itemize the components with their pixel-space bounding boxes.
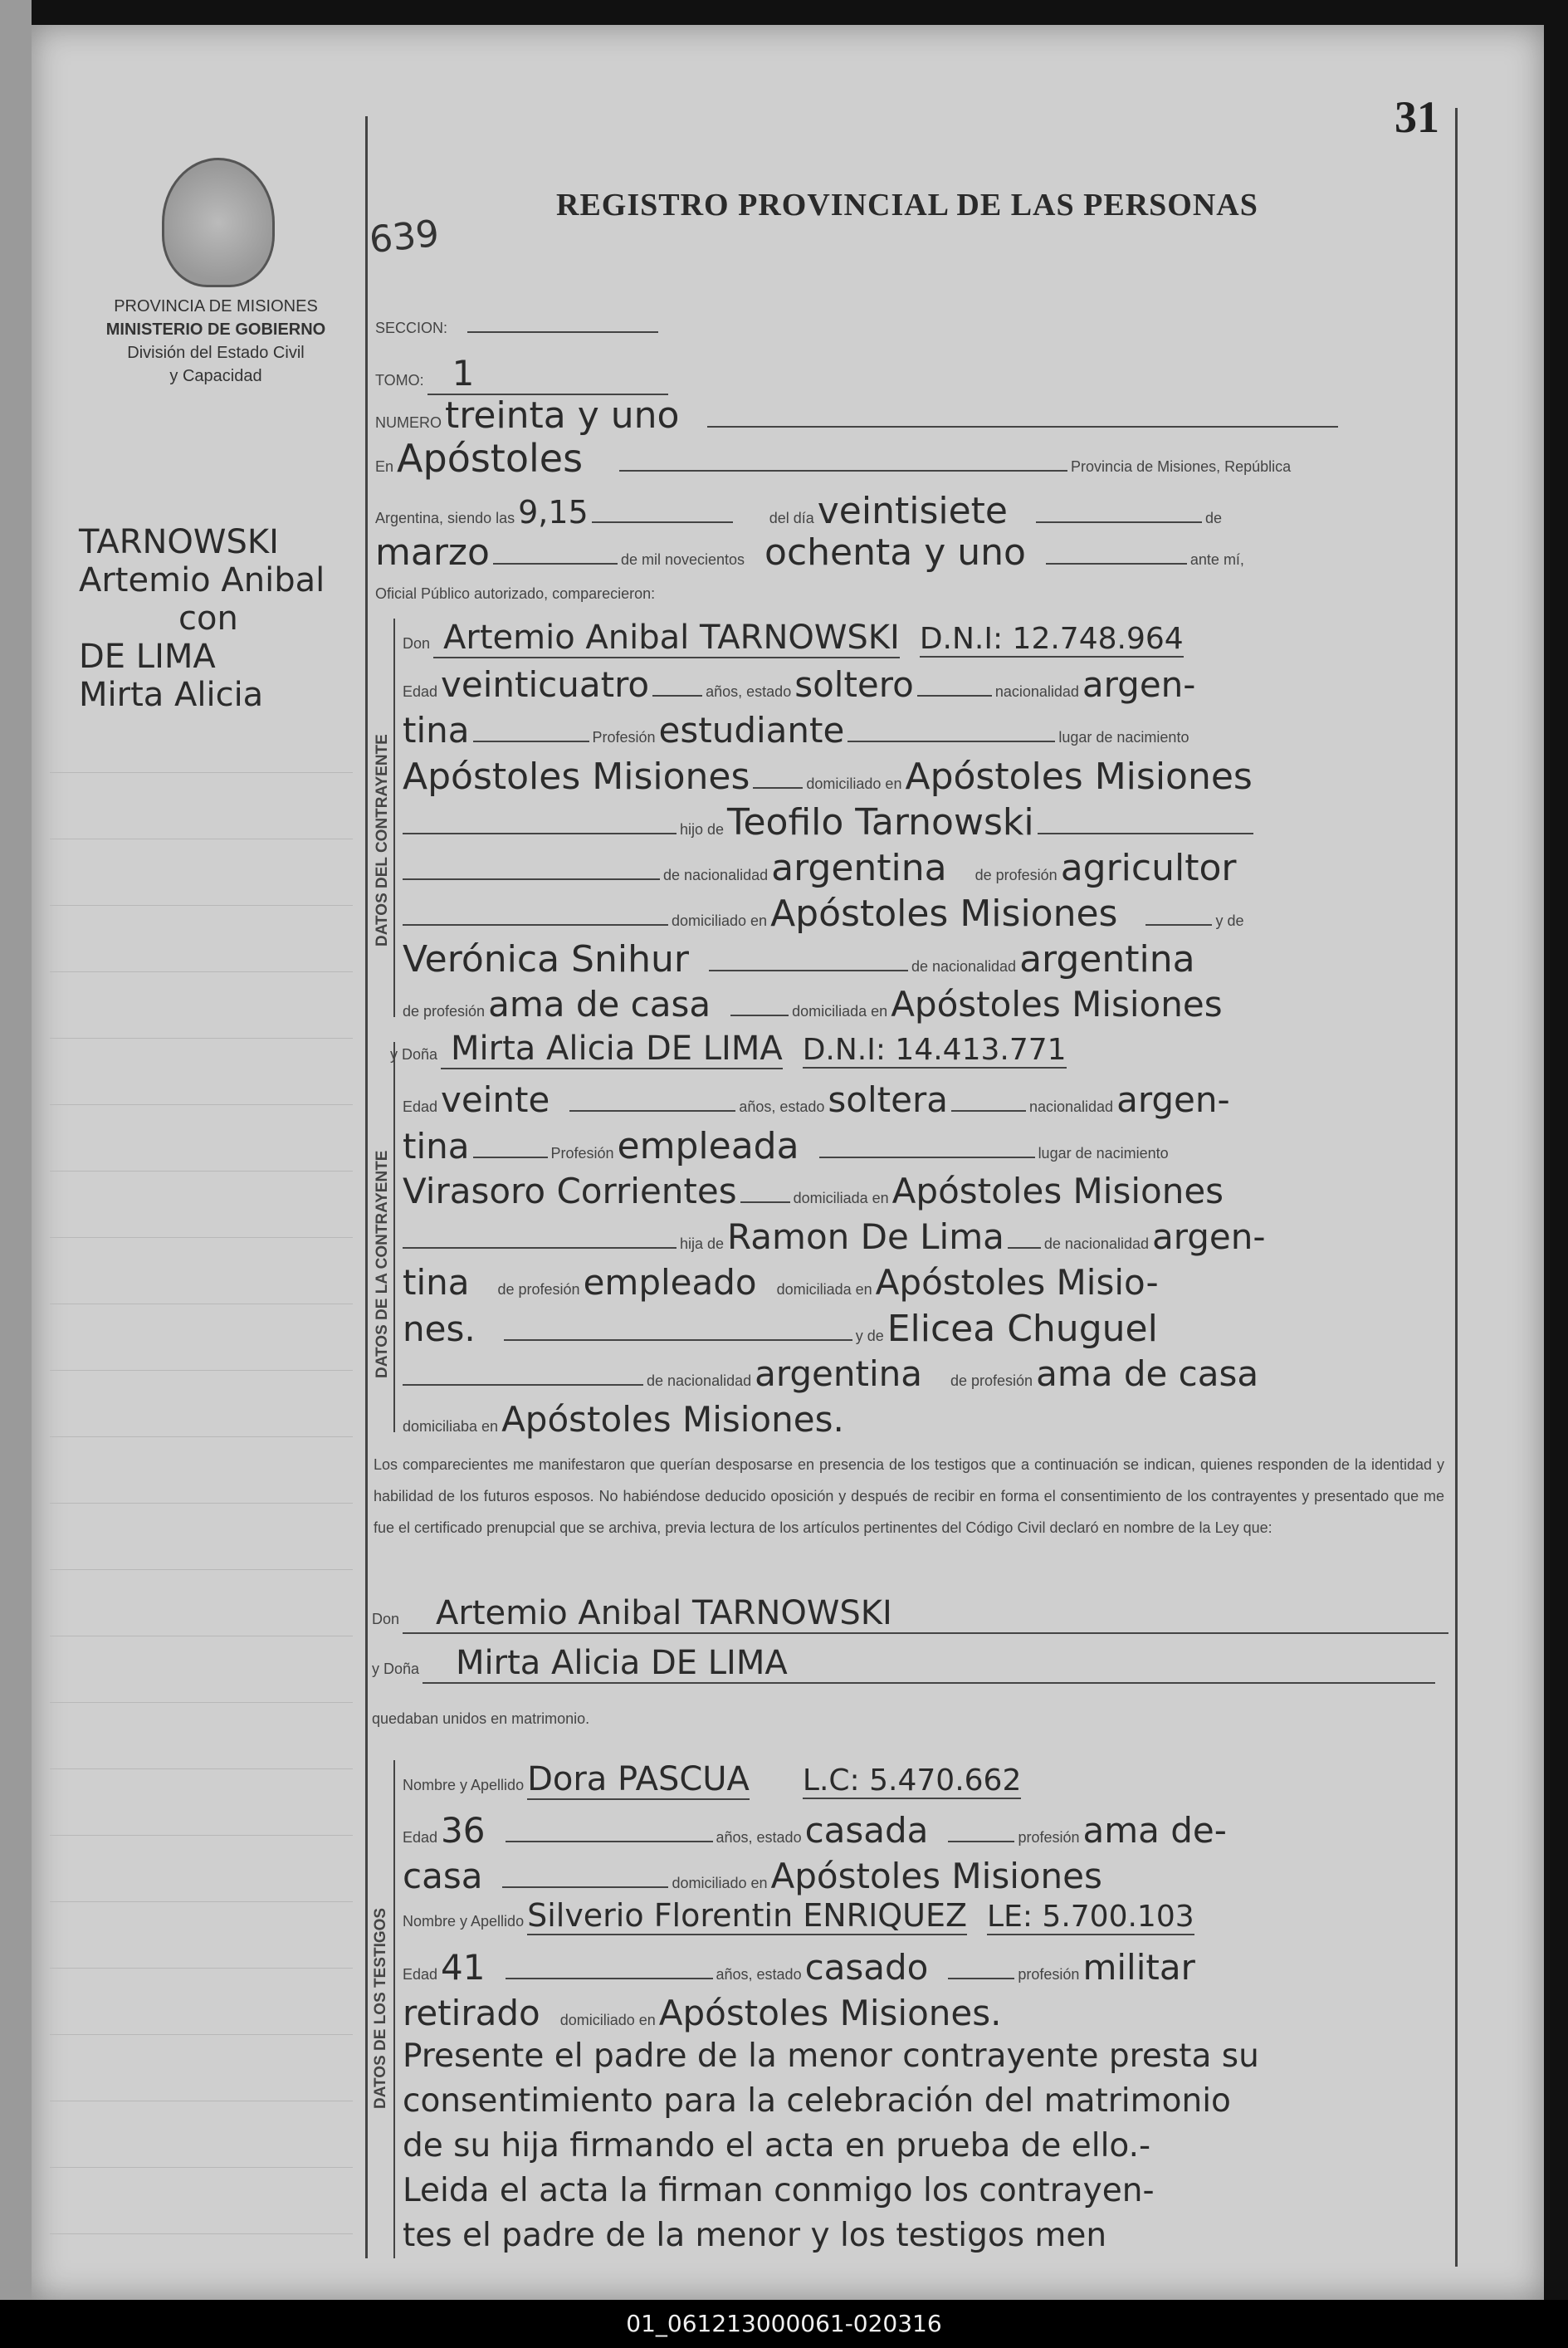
domiciliada-label: domiciliada en bbox=[792, 1003, 888, 1020]
contrayente-domicilio: Apóstoles Misiones bbox=[905, 756, 1253, 798]
de-prof-label-f2: de profesión bbox=[950, 1372, 1033, 1389]
dia-value: veintisiete bbox=[817, 490, 1009, 532]
contrayente-f-madre-dom: Apóstoles Misiones. bbox=[501, 1399, 844, 1440]
madre-f-nac-pre-fill bbox=[403, 1384, 643, 1386]
testigo1-nombre-row bbox=[403, 1760, 1021, 1800]
profesion-f-fill bbox=[819, 1157, 1035, 1158]
domiciliado-label: domiciliado en bbox=[806, 775, 902, 792]
testigo2-nombre-row bbox=[403, 1897, 1194, 1935]
contrayente-lugar-nac: Apóstoles Misiones bbox=[403, 756, 750, 798]
nombre-label-t2: Nombre y Apellido bbox=[403, 1913, 525, 1930]
testigo1-edad-row bbox=[403, 1810, 1227, 1851]
margin-rule bbox=[365, 116, 368, 2258]
facing-page-edge bbox=[0, 0, 32, 2300]
nac-f-fill bbox=[473, 1157, 548, 1158]
padre-pre-fill bbox=[403, 833, 677, 834]
hora-row bbox=[375, 490, 1222, 532]
nac-fill bbox=[473, 741, 589, 742]
testigo2-dom-row bbox=[403, 1993, 1002, 2033]
testigo2-dom: Apóstoles Misiones. bbox=[658, 1993, 1002, 2033]
margin-ruling bbox=[50, 1436, 353, 1437]
contrayente-f-bracket bbox=[393, 1042, 395, 1432]
margin-ruling bbox=[50, 1370, 353, 1371]
nacionalidad-label: nacionalidad bbox=[994, 683, 1079, 700]
margin-ruling bbox=[50, 1835, 353, 1836]
contrayente-f-lugar-row bbox=[403, 1171, 1224, 1211]
domiciliaba-label: domiciliaba en bbox=[403, 1418, 499, 1435]
testigo2-doc: LE: 5.700.103 bbox=[987, 1900, 1194, 1934]
margin-ruling bbox=[50, 1702, 353, 1703]
margin-ruling bbox=[50, 772, 353, 773]
lugar-nac-fill bbox=[753, 787, 803, 789]
quedaban-text: quedaban unidos en matrimonio. bbox=[372, 1710, 590, 1727]
margin-ruling bbox=[50, 971, 353, 972]
margin-note-line: DE LIMA bbox=[79, 638, 216, 676]
madre-prof-fill bbox=[730, 1015, 789, 1016]
margin-ruling bbox=[50, 905, 353, 906]
t1-dom-fill bbox=[502, 1886, 668, 1888]
office-line-4: y Capacidad bbox=[169, 367, 262, 385]
contrayente-madre-dom: Apóstoles Misiones bbox=[891, 984, 1223, 1025]
union-don: Artemio Anibal TARNOWSKI bbox=[403, 1594, 1448, 1634]
contrayente-nombre-row bbox=[403, 619, 1184, 658]
numero-label: NUMERO bbox=[375, 414, 442, 431]
contrayente-f-padre-nac-cont: tina bbox=[403, 1262, 470, 1303]
padre-dom-pre-fill bbox=[403, 924, 668, 926]
acta-number: 639 bbox=[367, 212, 442, 262]
contrayente-f-nacionalidad: argen- bbox=[1116, 1079, 1230, 1120]
contrayente-f-madre-prof: ama de casa bbox=[1036, 1353, 1259, 1394]
contrayente-profesion: estudiante bbox=[658, 710, 845, 751]
office-header bbox=[66, 295, 365, 388]
contrayente-f-profesion: empleada bbox=[617, 1125, 799, 1167]
contrayente-f-edad: veinte bbox=[441, 1079, 550, 1120]
padre-f-pre-fill bbox=[403, 1247, 677, 1249]
margin-note-line: Mirta Alicia bbox=[79, 676, 264, 714]
de-prof-label: de profesión bbox=[975, 867, 1058, 883]
y-de-label-f: y de bbox=[855, 1328, 884, 1344]
anio-value: ochenta y uno bbox=[764, 531, 1026, 574]
contrayente-f-domicilio: Apóstoles Misiones bbox=[891, 1171, 1224, 1211]
fecha-row bbox=[375, 531, 1244, 574]
argentina-label: Argentina, siendo las bbox=[375, 510, 515, 526]
contrayente-edad: veinticuatro bbox=[441, 664, 650, 705]
contrayente-f-dni: D.N.I: 14.413.771 bbox=[802, 1033, 1067, 1067]
testigo2-nombre: Silverio Florentin ENRIQUEZ bbox=[527, 1897, 968, 1934]
contrayente-madre-prof-row bbox=[403, 984, 1223, 1025]
lugar-nac-label-f: lugar de nacimiento bbox=[1038, 1145, 1169, 1162]
contrayente-madre-prof: ama de casa bbox=[488, 984, 711, 1025]
don-label: Don bbox=[403, 635, 431, 652]
contrayente-f-padre: Ramon De Lima bbox=[727, 1216, 1004, 1257]
contrayente-f-lugar-nac: Virasoro Corrientes bbox=[403, 1171, 737, 1211]
de-nac-label-f2: de nacionalidad bbox=[647, 1372, 752, 1389]
edad-label-t1: Edad bbox=[403, 1829, 438, 1846]
margin-ruling bbox=[50, 1901, 353, 1902]
margin-ruling bbox=[50, 2167, 353, 2168]
provincial-seal-icon bbox=[162, 158, 275, 287]
image-caption: 01_061213000061-020316 bbox=[0, 2300, 1568, 2348]
union-dona: Mirta Alicia DE LIMA bbox=[423, 1644, 1435, 1684]
padre-nac-pre-fill bbox=[403, 878, 660, 880]
testigo1-prof-cont: casa bbox=[403, 1856, 483, 1896]
margin-note-line: con bbox=[178, 599, 238, 638]
contrayente-madre-nac: argentina bbox=[1019, 938, 1195, 981]
testigo2-prof-cont: retirado bbox=[403, 1993, 540, 2033]
oficial-row bbox=[375, 585, 655, 603]
contrayente-f-section-label: DATOS DE LA CONTRAYENTE bbox=[374, 1150, 391, 1378]
contrayente-nacionalidad-cont: tina bbox=[403, 710, 470, 751]
contrayente-padre-row bbox=[403, 801, 1253, 844]
domiciliada-label-f: domiciliada en bbox=[793, 1190, 889, 1206]
margin-note-line: TARNOWSKI bbox=[79, 523, 279, 561]
seccion-row bbox=[375, 320, 658, 337]
domiciliado-label-2: domiciliado en bbox=[672, 912, 768, 929]
anos-estado-t1: años, estado bbox=[716, 1829, 802, 1846]
tomo-label: TOMO: bbox=[375, 372, 424, 389]
provincia-text: Provincia de Misiones, República bbox=[1071, 458, 1292, 475]
contrayente-section-label: DATOS DEL CONTRAYENTE bbox=[374, 734, 391, 947]
contrayente-padre-nac: argentina bbox=[771, 847, 947, 889]
tomo-row bbox=[375, 353, 668, 395]
t1-estado-fill bbox=[948, 1841, 1014, 1842]
profesion-label-f: Profesión bbox=[550, 1145, 614, 1162]
closing-note-line: Leida el acta la firman conmigo los contrayen- bbox=[403, 2172, 1155, 2209]
contrayente-f-madre-nac: argentina bbox=[755, 1353, 922, 1394]
profesion-fill bbox=[848, 741, 1055, 742]
t2-edad-fill bbox=[506, 1978, 713, 1979]
contrayente-f-padre-prof: empleado bbox=[583, 1262, 757, 1303]
contrayente-f-madre: Elicea Chuguel bbox=[887, 1308, 1158, 1350]
t1-edad-fill bbox=[506, 1841, 713, 1842]
testigo2-edad-row bbox=[403, 1947, 1195, 1988]
profesion-label: Profesión bbox=[592, 729, 656, 746]
contrayente-padre-dom-row bbox=[403, 893, 1244, 935]
anos-estado-label: años, estado bbox=[706, 683, 792, 700]
contrayente-lugar-row bbox=[403, 756, 1253, 798]
seccion-field bbox=[467, 331, 658, 333]
profesion-label-t2: profesión bbox=[1018, 1966, 1080, 1983]
contrayente-f-profesion-row bbox=[403, 1125, 1169, 1167]
anos-estado-t2: años, estado bbox=[716, 1966, 802, 1983]
testigo2-edad: 41 bbox=[441, 1947, 486, 1988]
contrayente-dni: D.N.I: 12.748.964 bbox=[919, 622, 1184, 656]
madre-fill bbox=[709, 970, 908, 971]
contrayente-padre: Teofilo Tarnowski bbox=[727, 801, 1034, 844]
t2-estado-fill bbox=[948, 1978, 1014, 1979]
testigos-section-label: DATOS DE LOS TESTIGOS bbox=[372, 1907, 389, 2109]
numero-value: treinta y uno bbox=[445, 394, 680, 437]
contrayente-estado: soltero bbox=[794, 664, 914, 705]
contrayente-f-nacionalidad-cont: tina bbox=[403, 1126, 470, 1167]
domiciliado-label-t2: domiciliado en bbox=[559, 2012, 656, 2028]
margin-ruling bbox=[50, 1569, 353, 1570]
closing-note-line: de su hija firmando el acta en prueba de ello.- bbox=[403, 2127, 1151, 2165]
testigo1-edad: 36 bbox=[441, 1810, 486, 1851]
nombre-label-t1: Nombre y Apellido bbox=[403, 1777, 525, 1793]
domiciliado-label-t1: domiciliado en bbox=[672, 1875, 768, 1891]
closing-note-line: Presente el padre de la menor contrayente presta su bbox=[403, 2037, 1259, 2075]
contrayente-f-nombre: Mirta Alicia DE LIMA bbox=[441, 1030, 783, 1069]
contrayente-nombre: Artemio Anibal TARNOWSKI bbox=[433, 619, 900, 658]
edad-fill bbox=[652, 695, 702, 697]
contrayente-f-edad-row bbox=[403, 1079, 1230, 1120]
contrayente-padre-prof: agricultor bbox=[1060, 847, 1237, 889]
contrayente-madre-row bbox=[403, 938, 1195, 981]
contrayente-f-estado: soltera bbox=[828, 1079, 948, 1120]
margin-ruling bbox=[50, 2233, 353, 2234]
padre-fill bbox=[1038, 833, 1253, 834]
closing-note bbox=[403, 2034, 1448, 2258]
margin-ruling bbox=[50, 1503, 353, 1504]
contrayente-edad-row bbox=[403, 664, 1195, 705]
testigo1-doc: L.C: 5.470.662 bbox=[802, 1763, 1022, 1798]
domiciliado-label-f2: domiciliada en bbox=[776, 1281, 872, 1298]
contrayente-f-padre-nac: argen- bbox=[1151, 1216, 1266, 1257]
padre-dom-fill bbox=[1145, 924, 1212, 926]
contrayente-padre-nac-row bbox=[403, 847, 1236, 889]
declaration-text: Los comparecientes me manifestaron que querían desposarse en presencia de los testigos que a continuación se indican, quienes responden de la identidad y habilidad de los futuros esposos. No habiéndose deducido oposición y después de recibir en forma el consentimiento de los contrayentes y presentado que me fue el certificado prenupcial que se archiva, previa lectura de los artículos pertinentes del Código Civil declaró en nombre de la Ley que: bbox=[374, 1456, 1444, 1536]
registry-title: REGISTRO PROVINCIAL DE LAS PERSONAS bbox=[556, 188, 1258, 223]
de-nac-label-2: de nacionalidad bbox=[911, 958, 1017, 975]
margin-ruling bbox=[50, 1104, 353, 1105]
ante-mi: ante mí, bbox=[1189, 551, 1244, 568]
edad-f-fill bbox=[569, 1110, 735, 1112]
y-de-label: y de bbox=[1215, 912, 1244, 929]
edad-label: Edad bbox=[403, 683, 438, 700]
hora-fill bbox=[592, 521, 733, 523]
del-dia-label: del día bbox=[769, 510, 814, 526]
union-dona-label: y Doña bbox=[372, 1661, 420, 1677]
dona-label: y Doña bbox=[390, 1046, 438, 1063]
seccion-label: SECCION: bbox=[375, 320, 448, 336]
office-line-3: División del Estado Civil bbox=[127, 344, 305, 362]
margin-note-line: Artemio Anibal bbox=[79, 561, 325, 599]
testigo1-prof: ama de- bbox=[1082, 1810, 1227, 1851]
testigo1-dom-row bbox=[403, 1856, 1102, 1896]
numero-fill bbox=[707, 426, 1338, 428]
margin-ruling bbox=[50, 1237, 353, 1238]
contrayente-f-padre-prof-row bbox=[403, 1262, 1159, 1303]
de-prof-label-f: de profesión bbox=[497, 1281, 580, 1298]
union-dona-row bbox=[372, 1644, 1435, 1684]
margin-ruling bbox=[50, 2034, 353, 2035]
office-line-2: MINISTERIO DE GOBIERNO bbox=[105, 320, 326, 339]
anio-fill bbox=[1046, 563, 1187, 565]
contrayente-madre: Verónica Snihur bbox=[403, 938, 689, 981]
right-rule bbox=[1455, 108, 1458, 2267]
union-don-row bbox=[372, 1594, 1448, 1634]
margin-note bbox=[79, 523, 325, 714]
madre-f-pre-fill bbox=[504, 1339, 852, 1341]
closing-note-line: consentimiento para la celebración del matrimonio bbox=[403, 2082, 1231, 2120]
en-label: En bbox=[375, 458, 394, 475]
lugar-value: Apóstoles bbox=[397, 436, 584, 481]
de-nac-label-f: de nacionalidad bbox=[1043, 1235, 1149, 1252]
margin-ruling bbox=[50, 1768, 353, 1769]
lugar-nac-f-fill bbox=[740, 1201, 790, 1203]
oficial-text: Oficial Público autorizado, comparecieron: bbox=[375, 585, 656, 602]
office-line-1: PROVINCIA DE MISIONES bbox=[114, 297, 318, 316]
mes-value: marzo bbox=[375, 531, 490, 574]
lugar-nac-label: lugar de nacimiento bbox=[1058, 729, 1189, 746]
margin-ruling bbox=[50, 1968, 353, 1969]
de-prof-label-2: de profesión bbox=[403, 1003, 486, 1020]
estado-fill bbox=[917, 695, 992, 697]
union-don-label: Don bbox=[372, 1611, 400, 1627]
padre-f-fill bbox=[1008, 1247, 1041, 1249]
anos-estado-label-f: años, estado bbox=[739, 1098, 825, 1115]
hija-label: hija de bbox=[680, 1235, 725, 1252]
mil-label: de mil novecientos bbox=[620, 551, 745, 568]
edad-label-f: Edad bbox=[403, 1098, 438, 1115]
testigo2-estado: casado bbox=[804, 1947, 929, 1988]
margin-ruling bbox=[50, 1171, 353, 1172]
profesion-label-t1: profesión bbox=[1018, 1829, 1080, 1846]
contrayente-f-padre-dom-cont: nes. bbox=[403, 1309, 476, 1349]
testigo1-dom: Apóstoles Misiones bbox=[770, 1856, 1102, 1896]
testigo1-estado: casada bbox=[804, 1810, 929, 1851]
contrayente-f-nombre-row bbox=[390, 1030, 1067, 1069]
nacionalidad-label-f: nacionalidad bbox=[1028, 1098, 1114, 1115]
contrayente-profesion-row bbox=[403, 710, 1189, 751]
lugar-row bbox=[375, 436, 1291, 481]
contrayente-bracket bbox=[393, 619, 395, 1017]
edad-label-t2: Edad bbox=[403, 1966, 438, 1983]
contrayente-f-padre-row bbox=[403, 1216, 1266, 1257]
hijo-label: hijo de bbox=[680, 821, 725, 838]
page-number: 31 bbox=[1395, 92, 1439, 142]
testigo2-prof: militar bbox=[1082, 1947, 1195, 1988]
numero-row bbox=[375, 394, 1338, 437]
testigos-bracket bbox=[393, 1760, 395, 2258]
testigo1-nombre: Dora PASCUA bbox=[527, 1760, 750, 1798]
contrayente-f-madre-row bbox=[403, 1308, 1158, 1350]
de-nac-label: de nacionalidad bbox=[663, 867, 769, 883]
quedaban-row bbox=[372, 1710, 589, 1728]
hora-value: 9,15 bbox=[518, 494, 589, 531]
contrayente-f-madre-dom-row bbox=[403, 1399, 844, 1440]
estado-f-fill bbox=[951, 1110, 1026, 1112]
contrayente-padre-dom: Apóstoles Misiones bbox=[770, 893, 1118, 935]
de-label: de bbox=[1205, 510, 1223, 526]
margin-ruling bbox=[50, 1038, 353, 1039]
contrayente-nacionalidad: argen- bbox=[1082, 664, 1196, 705]
dia-fill bbox=[1036, 521, 1202, 523]
mes-fill bbox=[493, 563, 618, 565]
lugar-fill bbox=[619, 470, 1067, 472]
contrayente-f-madre-nac-row bbox=[403, 1353, 1258, 1394]
tomo-value: 1 bbox=[427, 353, 668, 395]
contrayente-f-padre-dom: Apóstoles Misio- bbox=[875, 1262, 1159, 1303]
closing-note-line: tes el padre de la menor y los testigos men bbox=[403, 2217, 1107, 2254]
